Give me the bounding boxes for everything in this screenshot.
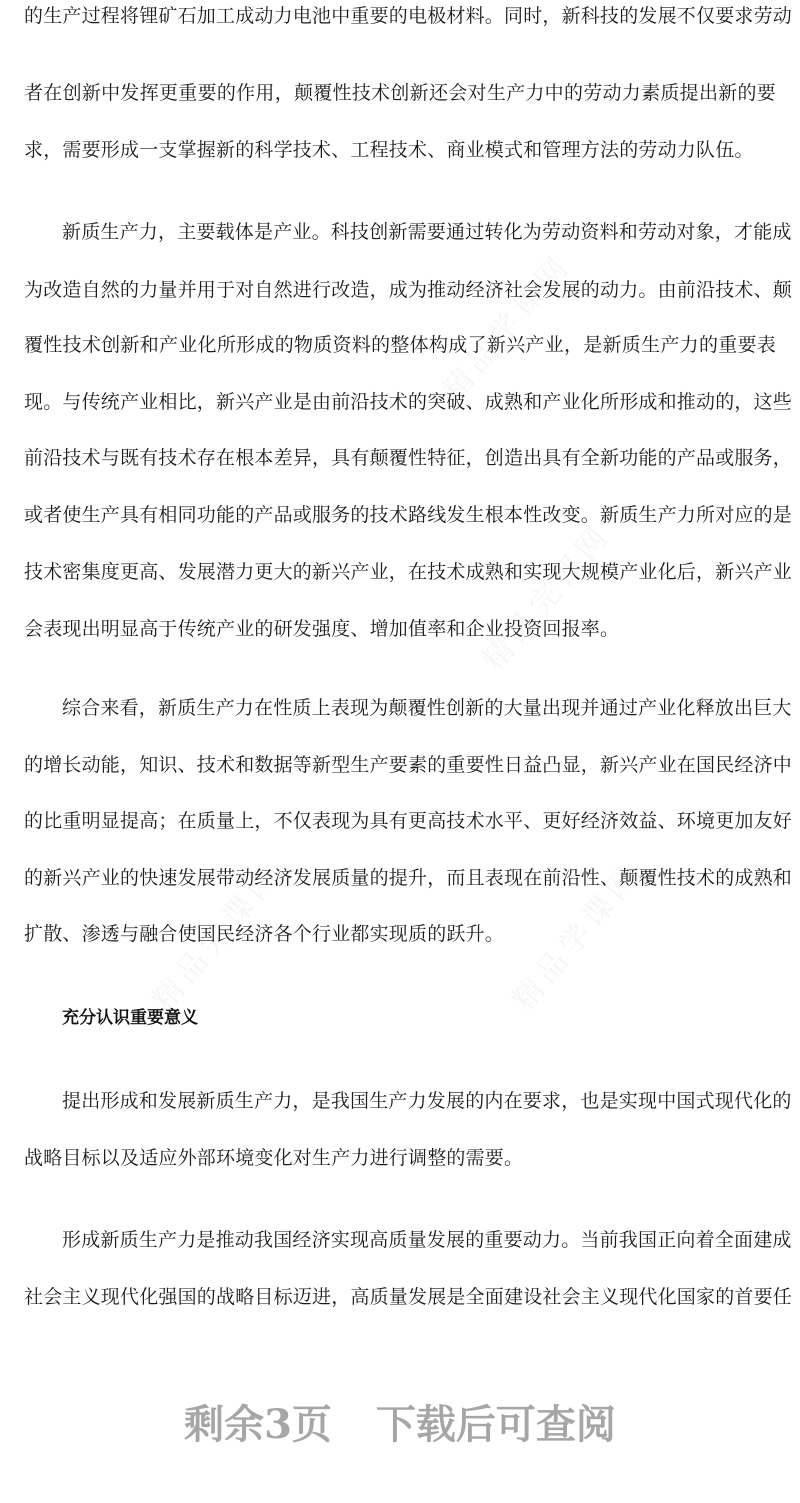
paragraph-line: 新质生产力，主要载体是产业。科技创新需要通过转化为劳动资料和劳动对象，才能成 (62, 221, 792, 243)
paragraph-line: 提出形成和发展新质生产力，是我国生产力发展的内在要求，也是实现中国式现代化的 (62, 1090, 792, 1112)
watermark: 精品学课网 (436, 247, 579, 408)
paragraph-line: 覆性技术创新和产业化所形成的物质资料的整体构成了新兴产业，是新质生产力的重要表 (24, 334, 776, 356)
paragraph-line: 前沿技术与既有技术存在根本差异，具有颠覆性特征，创造出具有全新功能的产品或服务， (24, 447, 793, 469)
remaining-pages-label: 剩余3页 (184, 1401, 332, 1448)
paragraph-line: 者在创新中发挥更重要的作用，颠覆性技术创新还会对生产力中的劳动力素质提出新的要 (24, 82, 776, 104)
paragraph-line: 形成新质生产力是推动我国经济实现高质量发展的重要动力。当前我国正向着全面建成 (62, 1229, 792, 1251)
paragraph-line: 求，需要形成一支掌握新的科学技术、工程技术、商业模式和管理方法的劳动力队伍。 (24, 139, 754, 161)
paragraph-line: 战略目标以及适应外部环境变化对生产力进行调整的需要。 (24, 1147, 524, 1169)
paragraph-line: 综合来看，新质生产力在性质上表现为颠覆性创新的大量出现并通过产业化释放出巨大 (62, 697, 792, 719)
download-prompt-label[interactable]: 下载后可查阅 (375, 1401, 616, 1448)
paragraph-line: 现。与传统产业相比，新兴产业是由前沿技术的突破、成熟和产业化所形成和推动的，这些 (24, 391, 793, 413)
download-to-read-banner[interactable] (0, 1400, 800, 1450)
paragraph-line: 的生产过程将锂矿石加工成动力电池中重要的电极材料。同时，新科技的发展不仅要求劳动 (24, 5, 793, 27)
paragraph-line: 的新兴产业的快速发展带动经济发展质量的提升，而且表现在前沿性、颠覆性技术的成熟和 (24, 867, 793, 889)
watermark: 精品完课网 (146, 857, 289, 1018)
paragraph-line: 或者使生产具有相同功能的产品或服务的技术路线发生根本性改变。新质生产力所对应的是 (24, 504, 793, 526)
paragraph-line: 会表现出明显高于传统产业的研发强度、增加值率和企业投资回报率。 (24, 618, 620, 640)
watermark: 精品完课网 (476, 517, 619, 678)
watermark: 精品学课网 (506, 857, 649, 1018)
paragraph-line: 的比重明显提高；在质量上，不仅表现为具有更高技术水平、更好经济效益、环境更加友好 (24, 810, 793, 832)
paragraph-line: 社会主义现代化强国的战略目标迈进，高质量发展是全面建设社会主义现代化国家的首要任 (24, 1286, 793, 1308)
section-heading: 充分认识重要意义 (62, 1008, 198, 1028)
paragraph-line: 的增长动能，知识、技术和数据等新型生产要素的重要性日益凸显，新兴产业在国民经济中 (24, 754, 793, 776)
paragraph-line: 技术密集度更高、发展潜力更大的新兴产业，在技术成熟和实现大规模产业化后，新兴产业 (24, 561, 793, 583)
paragraph-line: 为改造自然的力量并用于对自然进行改造，成为推动经济社会发展的动力。由前沿技术、颠 (24, 279, 793, 301)
paragraph-line: 扩散、渗透与融合使国民经济各个行业都实现质的跃升。 (24, 923, 505, 945)
